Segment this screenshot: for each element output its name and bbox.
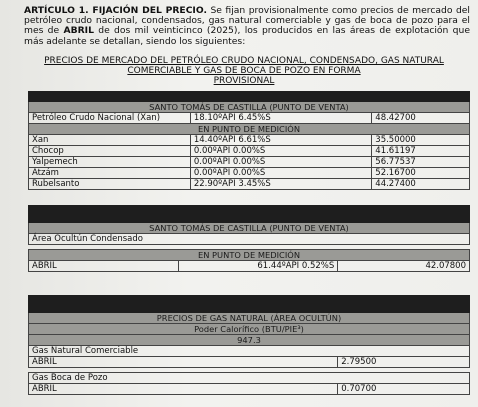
table-row	[29, 168, 470, 179]
field-price: 35.50000	[372, 135, 470, 146]
condensate-price-table	[28, 205, 470, 272]
table-dark-bar	[29, 92, 470, 102]
calorific-value-row	[29, 335, 470, 346]
article-text-b: de dos mil veinticinco (2025), los producidos en las áreas de explotación que más adelante se detallan, siendo los siguientes:	[24, 25, 470, 47]
condensate-area: Área Ocultún Condensado	[29, 234, 470, 245]
table3-header: PRECIOS DE GAS NATURAL (ÁREA OCULTÚN)	[29, 313, 470, 324]
field-spec: 14.40ºAPI 6.61%S	[190, 135, 371, 146]
table-row	[29, 234, 470, 245]
gas2-price: 0.70700	[338, 384, 470, 395]
table-row	[29, 384, 470, 395]
table-row	[29, 146, 470, 157]
field-name: Xan	[29, 135, 191, 146]
gas-price-table	[28, 295, 470, 395]
crude-price-table	[28, 91, 470, 190]
table1-subheader-row	[29, 124, 470, 135]
section-title-line1: PRECIOS DE MERCADO DEL PETRÓLEO CRUDO NACIONAL, CONDENSADO, GAS NATURAL	[44, 56, 444, 66]
table-dark-bar	[29, 206, 470, 223]
table2-header: SANTO TOMÁS DE CASTILLA (PUNTO DE VENTA)	[29, 223, 470, 234]
table2-header-row	[29, 223, 470, 234]
table3-header-row	[29, 313, 470, 324]
field-price: 56.77537	[372, 157, 470, 168]
calorific-label: Poder Calorífico (BTU/PIE³)	[29, 324, 470, 335]
field-name: Chocop	[29, 146, 191, 157]
table1-subheader: EN PUNTO DE MEDICIÓN	[29, 124, 470, 135]
crude-price: 48.42700	[372, 113, 470, 124]
field-name: Yalpemech	[29, 157, 191, 168]
condensate-price: 42.07800	[338, 261, 470, 272]
field-spec: 0.00ºAPI 0.00%S	[190, 157, 371, 168]
article-month: ABRIL	[63, 25, 94, 37]
table-row	[29, 135, 470, 146]
article-heading: ARTÍCULO 1. FIJACIÓN DEL PRECIO.	[24, 5, 207, 16]
field-price: 41.61197	[372, 146, 470, 157]
field-name: Atzám	[29, 168, 191, 179]
field-spec: 0.00ºAPI 0.00%S	[190, 146, 371, 157]
calorific-value: 947.3	[29, 335, 470, 346]
field-name: Rubelsanto	[29, 179, 191, 190]
table-row	[29, 113, 470, 124]
calorific-label-row	[29, 324, 470, 335]
table-row	[29, 261, 470, 272]
article-paragraph	[24, 6, 470, 47]
table1-header-row	[29, 102, 470, 113]
condensate-spec: 61.44ºAPI 0.52%S	[178, 261, 338, 272]
table-row	[29, 157, 470, 168]
gas2-month: ABRIL	[29, 384, 338, 395]
crude-spec: 18.10ºAPI 6.45%S	[190, 113, 371, 124]
field-price: 44.27400	[372, 179, 470, 190]
table2-subheader-row	[29, 250, 470, 261]
field-spec: 0.00ºAPI 0.00%S	[190, 168, 371, 179]
gas1-price: 2.79500	[338, 357, 470, 368]
gas1-name: Gas Natural Comerciable	[29, 346, 470, 357]
article-text-a: Se fijan provisionalmente como precios de mercado del petróleo crudo nacional, condensados, gas natural comerciable y gas de boca de pozo para el mes de	[24, 5, 470, 37]
table-dark-bar	[29, 296, 470, 313]
section-title	[20, 56, 468, 86]
field-price: 52.16700	[372, 168, 470, 179]
field-spec: 22.90ºAPI 3.45%S	[190, 179, 371, 190]
table2-subheader: EN PUNTO DE MEDICIÓN	[29, 250, 470, 261]
table1-header: SANTO TOMÁS DE CASTILLA (PUNTO DE VENTA)	[29, 102, 470, 113]
condensate-month: ABRIL	[29, 261, 179, 272]
gas2-name: Gas Boca de Pozo	[29, 373, 470, 384]
table-row	[29, 179, 470, 190]
section-title-line3: PROVISIONAL	[213, 76, 275, 86]
table-row	[29, 373, 470, 384]
gas1-month: ABRIL	[29, 357, 338, 368]
crude-name: Petróleo Crudo Nacional (Xan)	[29, 113, 191, 124]
table-row	[29, 357, 470, 368]
section-title-line2: COMERCIABLE Y GAS DE BOCA DE POZO EN FORMA	[127, 66, 361, 76]
table-row	[29, 346, 470, 357]
